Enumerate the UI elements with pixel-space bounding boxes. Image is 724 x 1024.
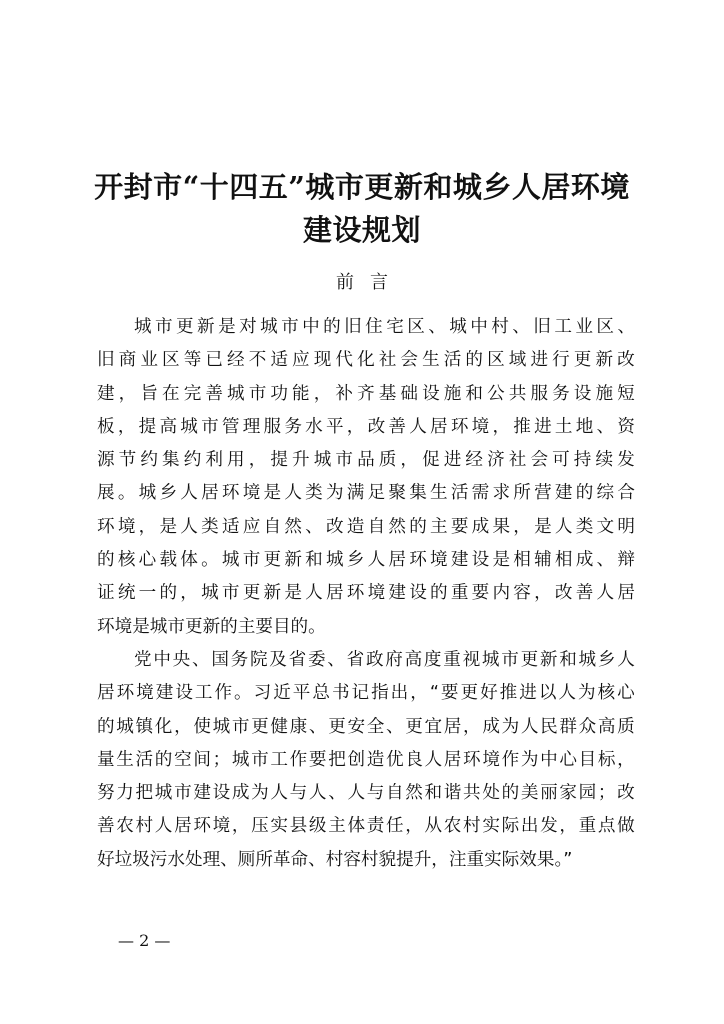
- paragraph-2-line: 居 环 境 建 设 工 作 。 习 近 平 总 书 记 指 出 ， “ 要 更 好 推 进 以 人 为 核 心: [97, 683, 635, 704]
- paragraph-1-line: 源 节 约 集 约 利 用 ， 提 升 城 市 品 质 ， 促 进 经 济 社 会 可 持 续 发: [97, 450, 635, 471]
- paragraph-1-line: 旧 商 业 区 等 已 经 不 适 应 现 代 化 社 会 生 活 的 区 域 进 行 更 新 改: [97, 350, 635, 371]
- title-line-1: 开封市“十四五”城市更新和城乡人居环境: [94, 170, 630, 204]
- section-heading: 前言: [336, 272, 404, 293]
- paragraph-1-line: 展 。 城 乡 人 居 环 境 是 人 类 为 满 足 聚 集 生 活 需 求 所 营 建 的 综 合: [97, 483, 635, 504]
- paragraph-1-line: 板 ， 提 高 城 市 管 理 服 务 水 平 ， 改 善 人 居 环 境 ， 推 进 土 地 、 资: [97, 416, 635, 437]
- document-body: [97, 311, 635, 877]
- page-number: — 2 —: [118, 931, 171, 950]
- title-line-2: 建设规划: [302, 213, 421, 247]
- paragraph-2-line: 的 城 镇 化 ， 使 城 市 更 健 康 、 更 安 全 、 更 宜 居 ， 成 为 人 民 群 众 高 质: [97, 716, 635, 737]
- paragraph-1-line: 的 核 心 载 体 。 城 市 更 新 和 城 乡 人 居 环 境 建 设 是 相 辅 相 成 、 辩: [97, 550, 635, 571]
- paragraph-2: [97, 644, 635, 877]
- paragraph-1: [97, 311, 635, 644]
- paragraph-2-line: 量 生 活 的 空 间 ； 城 市 工 作 要 把 创 造 优 良 人 居 环 境 作 为 中 心 目 标 ，: [97, 749, 635, 770]
- paragraph-1-line: 建 ， 旨 在 完 善 城 市 功 能 ， 补 齐 基 础 设 施 和 公 共 服 务 设 施 短: [97, 383, 635, 404]
- paragraph-1-line: 证 统 一 的 ， 城 市 更 新 是 人 居 环 境 建 设 的 重 要 内 容 ， 改 善 人 居: [97, 583, 635, 604]
- paragraph-1-line: 环 境 ， 是 人 类 适 应 自 然 、 改 造 自 然 的 主 要 成 果 ， 是 人 类 文 明: [97, 516, 635, 537]
- paragraph-2-line: 好垃圾污水处理、厕所革命、村容村貌提升，注重实际效果。”: [97, 849, 573, 870]
- paragraph-2-line: 努 力 把 城 市 建 设 成 为 人 与 人 、 人 与 自 然 和 谐 共 处 的 美 丽 家 园 ； 改: [97, 783, 635, 804]
- document-title: [80, 166, 644, 252]
- paragraph-2-line: 党 中 央 、 国 务 院 及 省 委 、 省 政 府 高 度 重 视 城 市 更 新 和 城 乡 人: [134, 649, 635, 670]
- paragraph-1-line: 环境是城市更新的主要目的。: [97, 616, 326, 637]
- paragraph-2-line: 善 农 村 人 居 环 境 ， 压 实 县 级 主 体 责 任 ， 从 农 村 实 际 出 发 ， 重 点 做: [97, 816, 635, 837]
- paragraph-1-line: 城 市 更 新 是 对 城 市 中 的 旧 住 宅 区 、 城 中 村 、 旧 工 业 区 、: [134, 317, 635, 337]
